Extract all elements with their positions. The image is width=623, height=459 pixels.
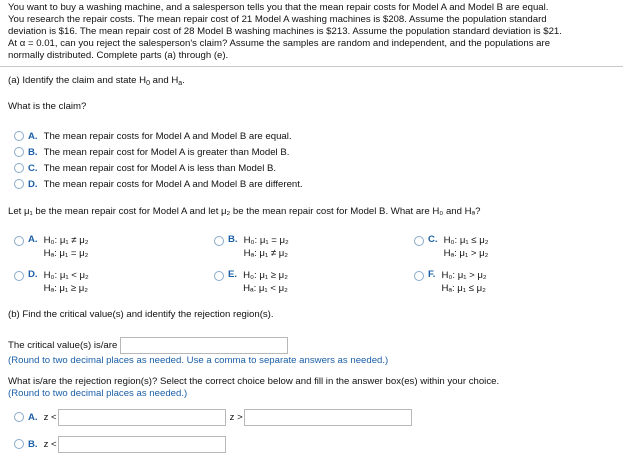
rejection-region-question <box>8 376 499 400</box>
divider <box>0 66 623 67</box>
radio-button[interactable] <box>14 439 24 449</box>
critical-value-row <box>8 337 288 354</box>
hypothesis-option-a[interactable] <box>14 234 88 260</box>
radio-button[interactable] <box>14 179 24 189</box>
rejection-region-prompt: What is/are the rejection region(s)? Select the correct choice below and fill in the answer box(es) within your choice. <box>8 376 500 387</box>
z-lower-input[interactable] <box>58 409 226 426</box>
option-letter: C. <box>28 162 38 174</box>
claim-option-c[interactable] <box>14 161 276 175</box>
claim-option-b[interactable] <box>14 145 289 159</box>
hypothesis-option-f[interactable] <box>414 269 487 295</box>
part-b-heading: (b) Find the critical value(s) and identify the rejection region(s). <box>8 309 274 320</box>
rejection-region-note: (Round to two decimal places as needed.) <box>8 388 188 399</box>
option-text: The mean repair costs for Model A and Model B are different. <box>43 178 303 190</box>
claim-option-a[interactable] <box>14 129 292 143</box>
option-letter: C. <box>428 234 438 245</box>
rejection-option-b[interactable] <box>14 437 226 451</box>
critical-value-note: (Round to two decimal places as needed. Use a comma to separate answers as needed.) <box>8 355 389 366</box>
radio-button[interactable] <box>214 271 224 281</box>
radio-button[interactable] <box>414 236 424 246</box>
option-letter: B. <box>28 438 38 450</box>
hypothesis-option-e[interactable] <box>214 269 288 295</box>
z-less-label: z < <box>43 438 57 450</box>
hypothesis-question: Let μ₁ be the mean repair cost for Model A and let μ₂ be the mean repair cost for Model B. What are H₀ and Hₐ? <box>8 206 481 217</box>
option-text: The mean repair costs for Model A and Model B are equal. <box>43 130 292 142</box>
option-letter: D. <box>28 269 38 280</box>
option-text: The mean repair cost for Model A is less than Model B. <box>43 162 277 174</box>
null-hypothesis: H₀: μ₁ ≤ μ₂ <box>443 235 489 246</box>
problem-line: At α = 0.01, can you reject the salesperson's claim? Assume the samples are random and independent, and the populations are <box>8 38 551 49</box>
null-hypothesis: H₀: μ₁ ≠ μ₂ <box>43 235 89 246</box>
option-letter: E. <box>228 269 238 280</box>
radio-button[interactable] <box>14 163 24 173</box>
option-letter: A. <box>28 411 38 423</box>
claim-question: What is the claim? <box>8 101 87 112</box>
radio-button[interactable] <box>214 236 224 246</box>
null-hypothesis: H₀: μ₁ > μ₂ <box>441 270 487 281</box>
option-text: The mean repair cost for Model A is greater than Model B. <box>43 146 290 158</box>
radio-button[interactable] <box>14 147 24 157</box>
alt-hypothesis: Hₐ: μ₁ > μ₂ <box>443 248 489 259</box>
option-letter: A. <box>28 234 38 245</box>
alt-hypothesis: Hₐ: μ₁ ≠ μ₂ <box>243 248 289 259</box>
null-hypothesis: H₀: μ₁ < μ₂ <box>43 270 89 281</box>
claim-option-d[interactable] <box>14 177 303 191</box>
problem-statement <box>8 2 618 62</box>
option-letter: A. <box>28 130 38 142</box>
radio-button[interactable] <box>14 412 24 422</box>
alt-hypothesis: Hₐ: μ₁ = μ₂ <box>43 248 89 259</box>
option-letter: D. <box>28 178 38 190</box>
option-letter: F. <box>428 269 436 280</box>
problem-line: You want to buy a washing machine, and a salesperson tells you that the mean repair costs for Model A and Model B are equal. <box>8 2 549 13</box>
null-hypothesis: H₀: μ₁ ≥ μ₂ <box>243 270 288 281</box>
alt-hypothesis: Hₐ: μ₁ < μ₂ <box>243 283 288 294</box>
hypothesis-option-d[interactable] <box>14 269 89 295</box>
rejection-option-a[interactable] <box>14 410 412 424</box>
problem-line: deviation is $16. The mean repair cost of 28 Model B washing machines is $213. Assume the population standard deviation is $21. <box>8 26 562 37</box>
option-letter: B. <box>28 146 38 158</box>
z-upper-input[interactable] <box>244 409 412 426</box>
z-less-label: z < <box>43 411 57 423</box>
critical-value-label: The critical value(s) is/are <box>8 340 118 351</box>
null-hypothesis: H₀: μ₁ = μ₂ <box>243 235 289 246</box>
z-lower-input[interactable] <box>58 436 226 453</box>
hypothesis-option-b[interactable] <box>214 234 289 260</box>
radio-button[interactable] <box>14 271 24 281</box>
alt-hypothesis: Hₐ: μ₁ ≤ μ₂ <box>441 283 486 294</box>
z-greater-label: z > <box>229 411 243 423</box>
problem-line: normally distributed. Complete parts (a) through (e). <box>8 50 229 61</box>
critical-value-input[interactable] <box>120 337 288 354</box>
hypothesis-option-c[interactable] <box>414 234 488 260</box>
problem-line: You research the repair costs. The mean repair cost of 21 Model A washing machines is $208. Assume the population standard <box>8 14 547 25</box>
radio-button[interactable] <box>414 271 424 281</box>
option-letter: B. <box>228 234 238 245</box>
alt-hypothesis: Hₐ: μ₁ ≥ μ₂ <box>43 283 89 294</box>
part-a-heading: (a) Identify the claim and state $H_0$ and $H_a$. <box>8 75 185 87</box>
radio-button[interactable] <box>14 131 24 141</box>
radio-button[interactable] <box>14 236 24 246</box>
